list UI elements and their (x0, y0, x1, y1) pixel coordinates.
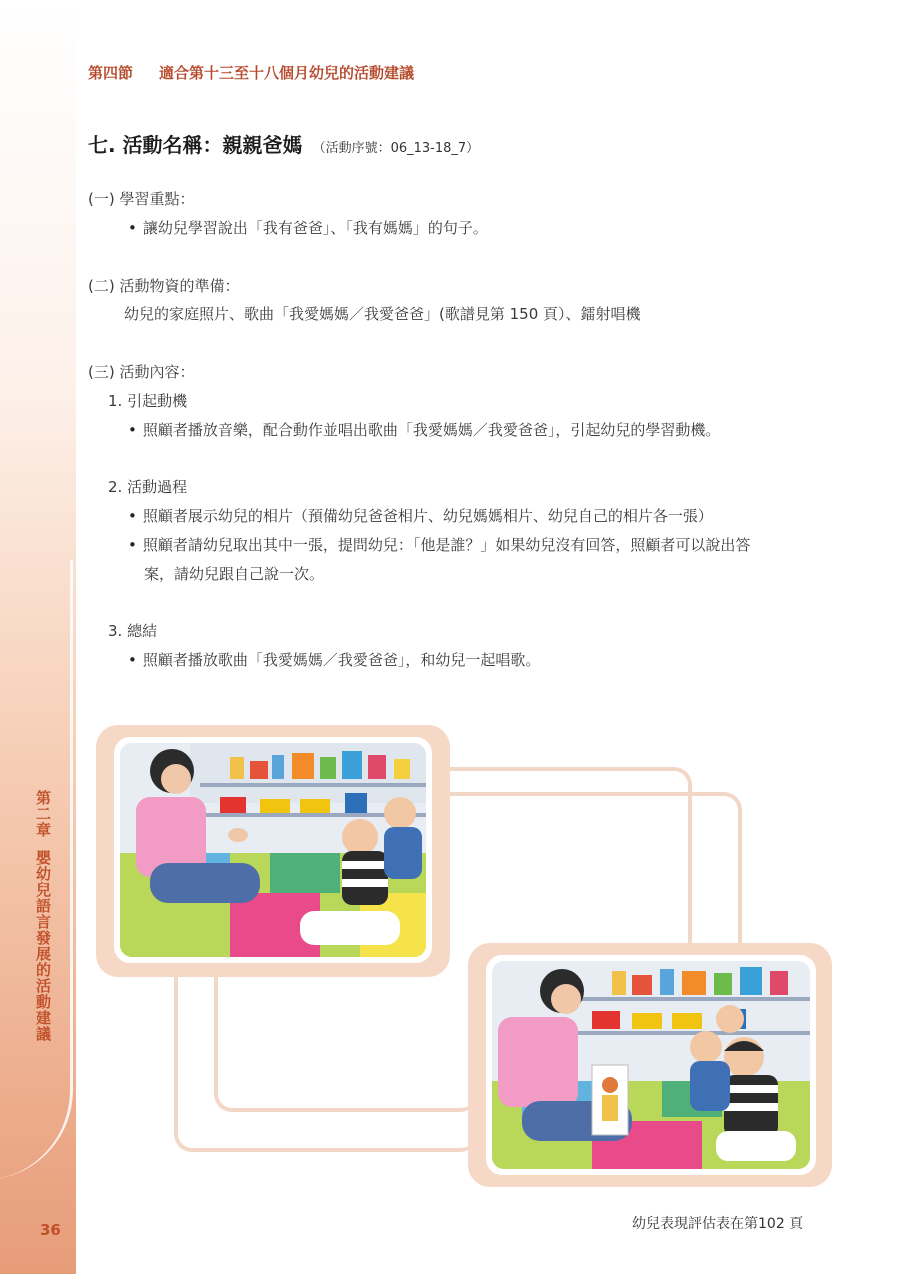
photo-frame-2 (468, 943, 832, 1187)
step2-point2-cont: 案，請幼兒跟自己說一次。 (144, 565, 325, 583)
step1-heading: 1. 引起動機 (108, 392, 188, 410)
frame-line-top-inner (430, 792, 742, 966)
section-title: 適合第十三至十八個月幼兒的活動建議 (159, 64, 415, 82)
step2-point1: • 照顧者展示幼兒的相片（預備幼兒爸爸相片、幼兒媽媽相片、幼兒自己的相片各一張） (128, 502, 713, 530)
content-heading: (三) 活動內容： (88, 363, 195, 381)
page-number: 36 (40, 1221, 61, 1239)
step2-heading: 2. 活動過程 (108, 478, 188, 496)
photo-frame-1 (96, 725, 450, 977)
activity-title (88, 129, 479, 158)
assessment-note: 幼兒表現評估表在第102 頁 (632, 1216, 804, 1232)
step3-point: • 照顧者播放歌曲「我愛媽媽／我愛爸爸」，和幼兒一起唱歌。 (128, 646, 540, 674)
section-header (88, 62, 414, 83)
learning-point: • 讓幼兒學習說出「我有爸爸」、「我有媽媽」的句子。 (128, 214, 488, 242)
chapter-label (36, 790, 54, 1042)
section-number: 第四節 (88, 64, 134, 82)
classroom-photo-1 (120, 743, 426, 957)
learning-heading: (一) 學習重點： (88, 190, 195, 208)
chapter-number: 第二章 (34, 790, 52, 838)
materials-text: 幼兒的家庭照片、歌曲「我愛媽媽／我愛爸爸」(歌譜見第 150 頁）、鐳射唱機 (124, 305, 641, 323)
step3-heading: 3. 總結 (108, 622, 158, 640)
activity-code: （活動序號：06_13-18_7） (312, 141, 480, 156)
step1-point: • 照顧者播放音樂，配合動作並唱出歌曲「我愛媽媽／我愛爸爸」，引起幼兒的學習動機。 (128, 416, 720, 444)
chapter-title: 嬰幼兒語言發展的活動建議 (34, 850, 52, 1042)
materials-heading: (二) 活動物資的準備： (88, 277, 240, 295)
frame-line-bottom-inner (214, 960, 478, 1112)
activity-name: 七. 活動名稱：親親爸媽 (88, 133, 303, 157)
classroom-photo-2 (492, 961, 810, 1169)
step2-point2: • 照顧者請幼兒取出其中一張，提問幼兒：「他是誰？」如果幼兒沒有回答，照顧者可以說出答 (128, 531, 750, 559)
